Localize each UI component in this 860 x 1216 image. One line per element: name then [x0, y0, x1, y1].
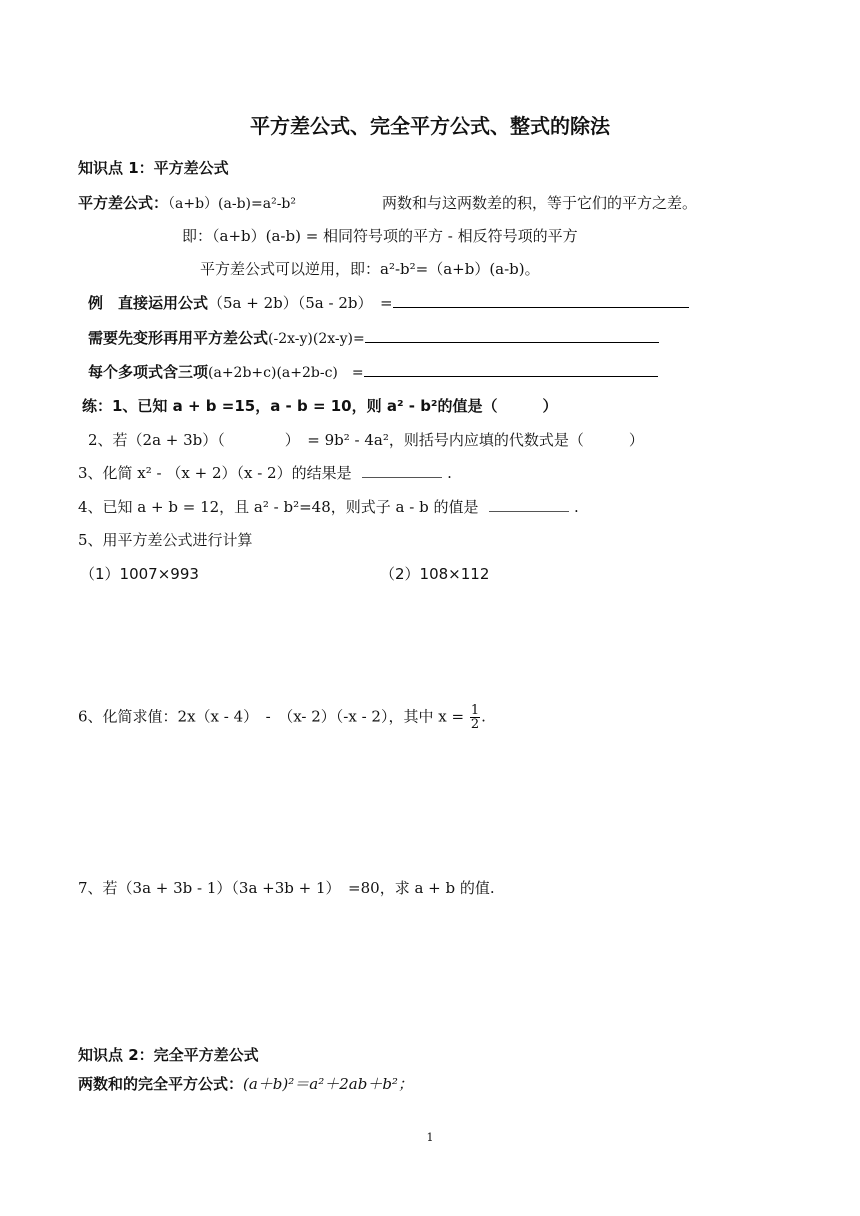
- page-number: 1: [426, 1131, 434, 1144]
- fraction-numerator: 1: [470, 703, 480, 718]
- practice-5-part-2: （2）108×112: [380, 565, 490, 583]
- formula: （a+b）(a-b)=a²-b²: [168, 196, 297, 212]
- sum-square-formula: (a＋b)²＝a²＋2ab＋b²；: [243, 1075, 413, 1093]
- practice-4: [78, 497, 579, 517]
- practice-6-end: .: [481, 707, 486, 726]
- that-is-line: 即：（a+b）(a-b) = 相同符号项的平方 - 相反符号项的平方: [182, 227, 578, 245]
- practice-4-text: 4、已知 a + b = 12，且 a² - b²=48，则式子 a - b 的值是: [78, 498, 479, 516]
- answer-blank[interactable]: [393, 293, 689, 308]
- formula-description: 两数和与这两数差的积，等于它们的平方之差。: [382, 194, 698, 212]
- practice-4-end: .: [574, 498, 579, 516]
- practice-5-part-1: （1）1007×993: [80, 565, 199, 583]
- section1-heading: 知识点 1：平方差公式: [78, 159, 229, 177]
- sum-square-label: 两数和的完全平方公式：: [78, 1075, 244, 1093]
- example-1-label: 例 直接运用公式: [88, 294, 209, 312]
- example-2-label: 需要先变形再用平方差公式: [88, 329, 269, 347]
- practice-3: [78, 463, 452, 483]
- fraction-denominator: 2: [470, 717, 480, 732]
- page-title: 平方差公式、完全平方公式、整式的除法: [250, 114, 610, 138]
- practice-5: 5、用平方差公式进行计算: [78, 531, 253, 549]
- practice-3-end: .: [447, 464, 452, 482]
- practice-6: [78, 704, 486, 731]
- reverse-line: 平方差公式可以逆用，即：a²-b²=（a+b）(a-b)。: [200, 260, 540, 278]
- answer-blank[interactable]: [365, 328, 659, 343]
- practice-1: 练：1、已知 a + b =15，a - b = 10，则 a² - b²的值是（ ）: [82, 397, 558, 415]
- practice-3-text: 3、化简 x² - （x + 2）（x - 2）的结果是: [78, 464, 352, 482]
- example-2: [88, 328, 659, 349]
- formula-label: 平方差公式：: [78, 194, 169, 212]
- example-3: [88, 362, 658, 383]
- example-3-label: 每个多项式含三项: [88, 363, 209, 381]
- practice-2: 2、若（2a + 3b）（ ） = 9b² - 4a²，则括号内应填的代数式是（ ）: [88, 431, 644, 449]
- answer-blank[interactable]: [364, 362, 658, 377]
- practice-7: 7、若（3a + 3b - 1）（3a +3b + 1） =80，求 a + b 的值.: [78, 879, 495, 897]
- practice-6-text: 6、化简求值：2x（x - 4） - （x- 2）（-x - 2），其中 x =: [78, 707, 465, 726]
- fraction-one-half: [470, 704, 480, 731]
- example-1-expression: （5a + 2b）（5a - 2b） =: [208, 294, 393, 312]
- sum-square-line: [78, 1074, 413, 1094]
- answer-blank[interactable]: [362, 463, 442, 478]
- formula-line: [78, 193, 296, 214]
- example-1: [88, 293, 689, 313]
- example-3-expression: (a+2b+c)(a+2b-c) =: [208, 365, 364, 381]
- section2-heading: 知识点 2：完全平方差公式: [78, 1046, 259, 1064]
- answer-blank[interactable]: [489, 497, 569, 512]
- example-2-expression: (-2x-y)(2x-y)=: [268, 331, 365, 347]
